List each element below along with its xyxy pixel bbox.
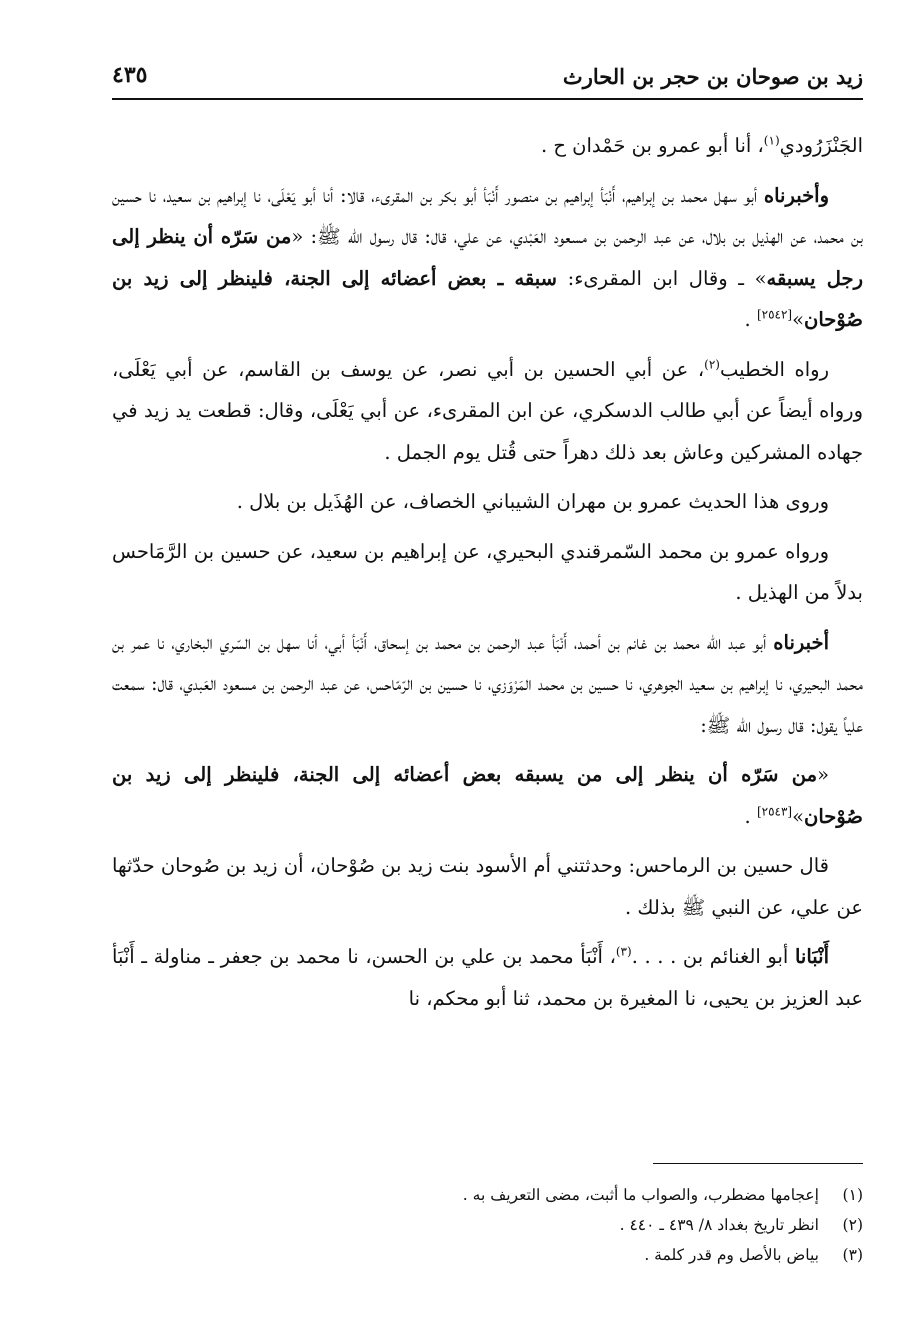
text-run: الجَنْزَرُودي [779,134,863,157]
paragraph [112,845,863,928]
note-reference: [٢٥٤٢] [756,307,793,322]
text-run: « [817,763,829,786]
footnote-text: انظر تاريخ بغداد ٨/ ٤٣٩ ـ ٤٤٠ . [619,1216,819,1234]
text-run: أبو الغنائم بن . . . . [631,945,795,968]
page-number: ٤٣٥ [112,62,148,88]
text-run: ، أَنْبَأ محمد بن علي بن الحسن، نا محمد بن جعفر ـ مناولة ـ أَنْبَأ عبد العزيز بن يحيى، نا المغيرة بن محمد، ثنا أبو محكم، نا [112,945,863,1010]
footnote-number: (٢) [842,1216,863,1234]
bold-text: وأخبرناه [763,183,829,207]
note-reference: [٢٥٤٣] [756,804,793,818]
text-run: » [792,804,805,828]
paragraph [112,936,863,1019]
text-run: أبو عبد اللّه محمد بن غانم بن أحمد، أَنْبَأ عبد الرحمن بن محمد بن إسحاق، أَنْبَأ أبي، أنا سهل بن السّري البخاري، نا عمر بن محمد البحيري، نا إبراهيم بن سعيد الجوهري، نا حسين بن محمد المَرْوَزي، نا حسين بن الرّمّاحس، عن عبد الرحمن بن مسعود العَبدي، قال: سمعت علياً يقول: قال رسول الله ﷺ: [112,630,863,737]
paragraph [112,125,863,167]
footnote-divider [653,1163,863,1164]
footnote-text: بياض بالأصل وم قدر كلمة . [644,1246,819,1264]
footnote-item [112,1210,863,1240]
bold-text: أخبرناه [773,630,829,654]
text-run: أبو سهل محمد بن إبراهيم، أَنْبَأ إبراهيم بن منصور أَنْبَأ أبو بكر بن المقرىء، قالا: أنا أبو يَعْلَى، نا إبراهيم بن سعيد، نا حسين بن محمد، عن الهذيل بن بلال، عن عبد الرحمن بن مسعود العَبْدي، عن علي، قال: قال رسول الله ﷺ: « [112,183,863,248]
bold-text: من سَرّه أن ينظر إلى من يسبقه بعض أعضائه إلى الجنة، فلينظر إلى زيد بن صُوْحان [112,763,863,828]
text-run: قال حسين بن الرماحس: وحدثتني أم الأسود بنت زيد بن صُوْحان، أن زيد بن صُوحان حدّثها عن علي، عن النبي ﷺ بذلك . [112,854,863,919]
note-reference: (١) [763,133,780,148]
main-text [112,125,863,1027]
footnote-number: (١) [842,1186,863,1204]
text-run: رواه الخطيب [719,357,829,381]
text-run: ورواه عمرو بن محمد السّمرقندي البحيري، عن إبراهيم بن سعيد، عن حسين بن الرَّمَاحس بدلاً من الهذيل . [112,539,863,604]
bold-text: سبقه ـ بعض أعضائه إلى الجنة، فلينظر إلى زيد بن صُوْحان [112,266,863,331]
header-title: زيد بن صوحان بن حجر بن الحارث [562,64,863,89]
footnote-item [112,1180,863,1210]
text-run: . [744,804,757,828]
paragraph [112,622,863,747]
note-reference: (٢) [704,357,720,371]
text-run: » ـ وقال ابن المقرىء: [557,266,767,290]
text-run: . [744,308,757,331]
text-run: ، أنا أبو عمرو بن حَمْدان ح . [540,134,764,157]
text-run: » [792,308,805,331]
text-run: وروى هذا الحديث عمرو بن مهران الشيباني الخصاف، عن الهُذَيل بن بلال . [236,490,829,513]
paragraph [112,481,863,523]
bold-text: من سَرّه أن ينظر إلى رجل يسبقه [112,225,863,290]
text-run: ، عن أبي الحسين بن أبي نصر، عن يوسف بن القاسم، عن أبي يَعْلَى، ورواه أيضاً عن أبي طالب الدسكري، عن ابن المقرىء، عن أبي يَعْلَى، وقال: قطعت يد زيد في جهاده المشركين وعاش بعد ذلك دهراً حتى قُتل يوم الجمل . [112,357,863,464]
note-reference: (٣) [615,944,632,959]
paragraph [112,531,863,614]
footnote-number: (٣) [842,1246,863,1264]
paragraph [112,175,863,341]
footnotes [112,1180,863,1270]
footnote-item [112,1240,863,1270]
paragraph [112,754,863,837]
footnote-text: إعجامها مضطرب، والصواب ما أثبت، مضى التعريف به . [462,1186,819,1204]
paragraph [112,349,863,474]
bold-text: أَنْبَانا [794,945,829,968]
running-header [112,58,863,100]
